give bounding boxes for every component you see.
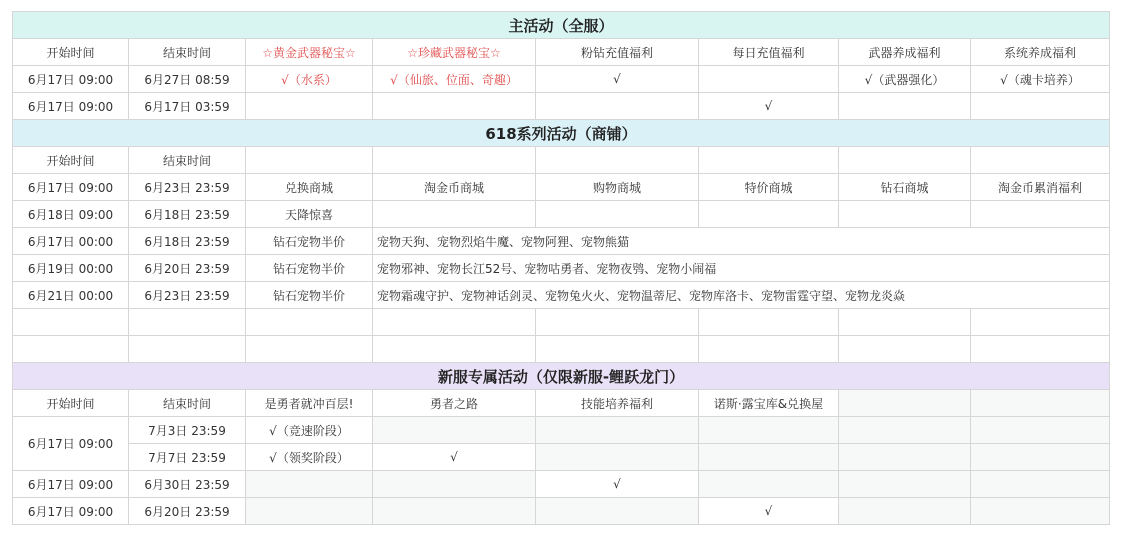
table-cell: √（仙旅、位面、奇趣） — [373, 66, 536, 93]
table-cell — [971, 498, 1110, 525]
table-cell — [699, 444, 839, 471]
table-cell — [699, 66, 839, 93]
table-cell: √ — [536, 471, 699, 498]
table-cell — [971, 336, 1110, 363]
table-cell: √ — [373, 444, 536, 471]
table-cell — [246, 93, 373, 120]
table-cell: 钻石宠物半价 — [246, 282, 373, 309]
section-title: 618系列活动（商铺） — [13, 120, 1110, 147]
table-cell: 天降惊喜 — [246, 201, 373, 228]
table-cell — [373, 336, 536, 363]
table-cell — [971, 471, 1110, 498]
table-row — [13, 228, 1110, 255]
start-time-cell: 6月17日 09:00 — [13, 66, 129, 93]
table-cell — [246, 498, 373, 525]
header-cell: 系统养成福利 — [971, 39, 1110, 66]
table-cell — [536, 336, 699, 363]
table-cell — [699, 201, 839, 228]
empty-row — [13, 309, 1110, 336]
start-time-cell: 6月17日 09:00 — [13, 93, 129, 120]
table-cell — [13, 336, 129, 363]
table-cell — [373, 309, 536, 336]
table-cell — [971, 309, 1110, 336]
table-row — [13, 498, 1110, 525]
end-time-cell: 6月17日 03:59 — [129, 93, 246, 120]
section-newserver-title-row — [13, 363, 1110, 390]
header-row — [13, 390, 1110, 417]
table-cell — [373, 93, 536, 120]
table-cell: √（竞速阶段） — [246, 417, 373, 444]
table-cell: 钻石商城 — [839, 174, 971, 201]
table-cell — [971, 93, 1110, 120]
section-main-title-row — [13, 12, 1110, 39]
table-cell — [373, 498, 536, 525]
empty-row — [13, 336, 1110, 363]
table-cell — [839, 93, 971, 120]
table-cell: √（水系） — [246, 66, 373, 93]
table-cell — [129, 309, 246, 336]
table-cell — [971, 201, 1110, 228]
section-title: 新服专属活动（仅限新服-鲤跃龙门） — [13, 363, 1110, 390]
header-cell: 开始时间 — [13, 147, 129, 174]
table-cell: √（领奖阶段） — [246, 444, 373, 471]
start-time-cell: 6月17日 09:00 — [13, 417, 129, 471]
table-cell: √ — [699, 498, 839, 525]
header-cell: 武器养成福利 — [839, 39, 971, 66]
table-cell: √（武器强化） — [839, 66, 971, 93]
table-cell — [373, 201, 536, 228]
header-cell: 诺斯·露宝库&兑换屋 — [699, 390, 839, 417]
table-cell — [246, 309, 373, 336]
section-618-title-row — [13, 120, 1110, 147]
table-row — [13, 471, 1110, 498]
table-cell — [536, 93, 699, 120]
header-row — [13, 39, 1110, 66]
table-cell — [373, 147, 536, 174]
table-cell — [536, 201, 699, 228]
end-time-cell: 7月7日 23:59 — [129, 444, 246, 471]
section-title: 主活动（全服） — [13, 12, 1110, 39]
end-time-cell: 6月23日 23:59 — [129, 282, 246, 309]
header-cell: 结束时间 — [129, 390, 246, 417]
start-time-cell: 6月17日 09:00 — [13, 174, 129, 201]
header-cell: 每日充值福利 — [699, 39, 839, 66]
table-cell — [246, 147, 373, 174]
activity-schedule-table — [12, 11, 1110, 525]
table-row — [13, 201, 1110, 228]
end-time-cell: 6月30日 23:59 — [129, 471, 246, 498]
header-cell: 技能培养福利 — [536, 390, 699, 417]
header-cell: ☆珍藏武器秘宝☆ — [373, 39, 536, 66]
pet-list-cell: 宠物天狗、宠物烈焰牛魔、宠物阿狸、宠物熊猫 — [373, 228, 1110, 255]
table-cell — [129, 336, 246, 363]
table-cell — [536, 498, 699, 525]
end-time-cell: 6月18日 23:59 — [129, 201, 246, 228]
header-cell: 是勇者就冲百层! — [246, 390, 373, 417]
table-cell — [536, 444, 699, 471]
table-cell: √（魂卡培养） — [971, 66, 1110, 93]
table-cell — [699, 147, 839, 174]
pet-list-cell: 宠物邪神、宠物长江52号、宠物咕勇者、宠物夜鸮、宠物小闹福 — [373, 255, 1110, 282]
table-cell — [971, 417, 1110, 444]
table-cell — [699, 309, 839, 336]
header-cell: ☆黄金武器秘宝☆ — [246, 39, 373, 66]
end-time-cell: 7月3日 23:59 — [129, 417, 246, 444]
table-row — [13, 444, 1110, 471]
start-time-cell: 6月17日 09:00 — [13, 471, 129, 498]
table-row — [13, 66, 1110, 93]
table-cell: 淘金币商城 — [373, 174, 536, 201]
table-cell — [246, 471, 373, 498]
table-cell: 钻石宠物半价 — [246, 255, 373, 282]
table-cell — [971, 147, 1110, 174]
table-row — [13, 255, 1110, 282]
header-cell: 结束时间 — [129, 147, 246, 174]
table-cell — [839, 390, 971, 417]
start-time-cell: 6月17日 09:00 — [13, 498, 129, 525]
end-time-cell: 6月23日 23:59 — [129, 174, 246, 201]
table-cell: 特价商城 — [699, 174, 839, 201]
start-time-cell: 6月21日 00:00 — [13, 282, 129, 309]
header-row — [13, 147, 1110, 174]
table-cell — [839, 147, 971, 174]
table-cell: √ — [536, 66, 699, 93]
table-cell — [699, 336, 839, 363]
table-cell — [13, 309, 129, 336]
table-row — [13, 174, 1110, 201]
table-cell — [839, 471, 971, 498]
table-cell — [246, 336, 373, 363]
start-time-cell: 6月18日 09:00 — [13, 201, 129, 228]
pet-list-cell: 宠物霜魂守护、宠物神话剑灵、宠物兔火火、宠物温蒂尼、宠物库洛卡、宠物雷霆守望、宠物龙炎焱 — [373, 282, 1110, 309]
table-cell: 兑换商城 — [246, 174, 373, 201]
table-cell — [536, 309, 699, 336]
table-cell — [839, 444, 971, 471]
table-cell — [839, 201, 971, 228]
table-cell — [699, 417, 839, 444]
table-cell — [373, 471, 536, 498]
table-cell — [536, 417, 699, 444]
end-time-cell: 6月20日 23:59 — [129, 498, 246, 525]
header-cell: 开始时间 — [13, 39, 129, 66]
header-cell: 结束时间 — [129, 39, 246, 66]
table-cell — [373, 417, 536, 444]
table-cell — [839, 309, 971, 336]
table-row — [13, 282, 1110, 309]
start-time-cell: 6月17日 00:00 — [13, 228, 129, 255]
end-time-cell: 6月18日 23:59 — [129, 228, 246, 255]
table-cell: 钻石宠物半价 — [246, 228, 373, 255]
header-cell: 粉钻充值福利 — [536, 39, 699, 66]
table-cell — [839, 336, 971, 363]
header-cell: 勇者之路 — [373, 390, 536, 417]
table-row — [13, 93, 1110, 120]
end-time-cell: 6月20日 23:59 — [129, 255, 246, 282]
end-time-cell: 6月27日 08:59 — [129, 66, 246, 93]
table-cell — [839, 498, 971, 525]
header-cell: 开始时间 — [13, 390, 129, 417]
table-cell — [839, 417, 971, 444]
table-cell — [971, 444, 1110, 471]
table-cell: √ — [699, 93, 839, 120]
start-time-cell: 6月19日 00:00 — [13, 255, 129, 282]
table-cell: 购物商城 — [536, 174, 699, 201]
table-row — [13, 417, 1110, 444]
table-cell — [971, 390, 1110, 417]
table-cell — [536, 147, 699, 174]
table-cell — [699, 471, 839, 498]
table-cell: 淘金币累消福利 — [971, 174, 1110, 201]
